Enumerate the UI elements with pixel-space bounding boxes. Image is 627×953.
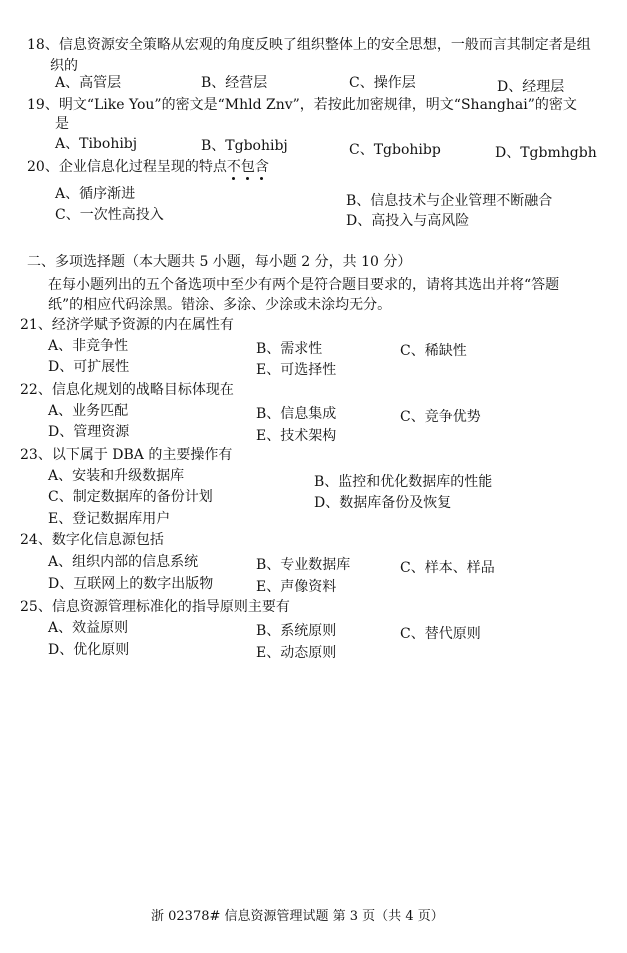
q24-stem: 24、数字化信息源包括 [20, 532, 164, 548]
q22-option-b: B、信息集成 [256, 406, 337, 422]
q21-option-d: D、可扩展性 [48, 359, 130, 375]
q25-option-c: C、替代原则 [400, 626, 481, 642]
q22-option-a: A、业务匹配 [48, 403, 129, 419]
q21-option-b: B、需求性 [256, 341, 323, 357]
q21-option-e: E、可选择性 [256, 362, 337, 378]
section2-title: 二、多项选择题（本大题共 5 小题，每小题 2 分，共 10 分） [27, 254, 412, 270]
q21-option-a: A、非竞争性 [48, 338, 129, 354]
q24-option-d: D、互联网上的数字出版物 [48, 576, 214, 592]
q24-option-b: B、专业数据库 [256, 557, 351, 573]
q20-option-c: C、一次性高投入 [55, 207, 164, 223]
q19-stem-line1: 19、明文“Like You”的密文是“Mhld Znv”，若按此加密规律，明文“Shanghai”的密文 [27, 97, 577, 113]
q21-stem: 21、经济学赋予资源的内在属性有 [20, 317, 234, 333]
q18-stem-line2: 织的 [50, 58, 78, 74]
q20-option-d: D、高投入与高风险 [346, 213, 470, 229]
section2-instructions-line1: 在每小题列出的五个备选项中至少有两个是符合题目要求的，请将其选出并将“答题 [48, 277, 560, 293]
q23-option-c: C、制定数据库的备份计划 [48, 489, 213, 505]
q23-option-b: B、监控和优化数据库的性能 [314, 474, 493, 490]
q23-option-a: A、安装和升级数据库 [48, 468, 185, 484]
q24-option-a: A、组织内部的信息系统 [48, 554, 199, 570]
q25-stem: 25、信息资源管理标准化的指导原则主要有 [20, 599, 290, 615]
q19-option-a: A、Tibohibj [55, 136, 138, 152]
q18-option-d: D、经理层 [497, 79, 565, 95]
q25-option-b: B、系统原则 [256, 623, 337, 639]
q20-option-a: A、循序渐进 [55, 186, 136, 202]
q19-option-d: D、Tgbmhgbh [495, 145, 597, 161]
q23-option-e: E、登记数据库用户 [48, 511, 171, 527]
q20-emphasis-char: 含 [254, 159, 269, 175]
q20-stem-text: 20、企业信息化过程呈现的特点 [27, 159, 227, 175]
q19-option-b: B、Tgbohibj [201, 138, 288, 154]
q25-option-a: A、效益原则 [48, 620, 129, 636]
q18-option-a: A、高管层 [55, 75, 122, 91]
q20-emphasis-char: 包 [240, 159, 255, 175]
q22-option-d: D、管理资源 [48, 424, 130, 440]
q20-emphasis-char: 不 [226, 159, 241, 175]
section2-instructions-line2: 纸”的相应代码涂黑。错涂、多涂、少涂或未涂均无分。 [48, 297, 392, 313]
q24-option-c: C、样本、样品 [400, 560, 495, 576]
q24-option-e: E、声像资料 [256, 579, 337, 595]
q25-option-d: D、优化原则 [48, 642, 130, 658]
q23-option-d: D、数据库备份及恢复 [314, 495, 452, 511]
q22-option-c: C、竞争优势 [400, 409, 481, 425]
q20-stem [27, 160, 269, 174]
page-footer: 浙 02378# 信息资源管理试题 第 3 页（共 4 页） [151, 909, 444, 924]
q23-stem: 23、以下属于 DBA 的主要操作有 [20, 447, 233, 463]
q18-option-c: C、操作层 [349, 75, 416, 91]
q18-option-b: B、经营层 [201, 75, 268, 91]
q25-option-e: E、动态原则 [256, 645, 337, 661]
q22-option-e: E、技术架构 [256, 428, 337, 444]
q20-option-b: B、信息技术与企业管理不断融合 [346, 193, 553, 209]
q19-stem-line2: 是 [55, 116, 69, 132]
q21-option-c: C、稀缺性 [400, 343, 467, 359]
q22-stem: 22、信息化规划的战略目标体现在 [20, 382, 234, 398]
q19-option-c: C、Tgbohibp [349, 142, 441, 158]
q18-stem-line1: 18、信息资源安全策略从宏观的角度反映了组织整体上的安全思想，一般而言其制定者是组 [27, 37, 591, 53]
